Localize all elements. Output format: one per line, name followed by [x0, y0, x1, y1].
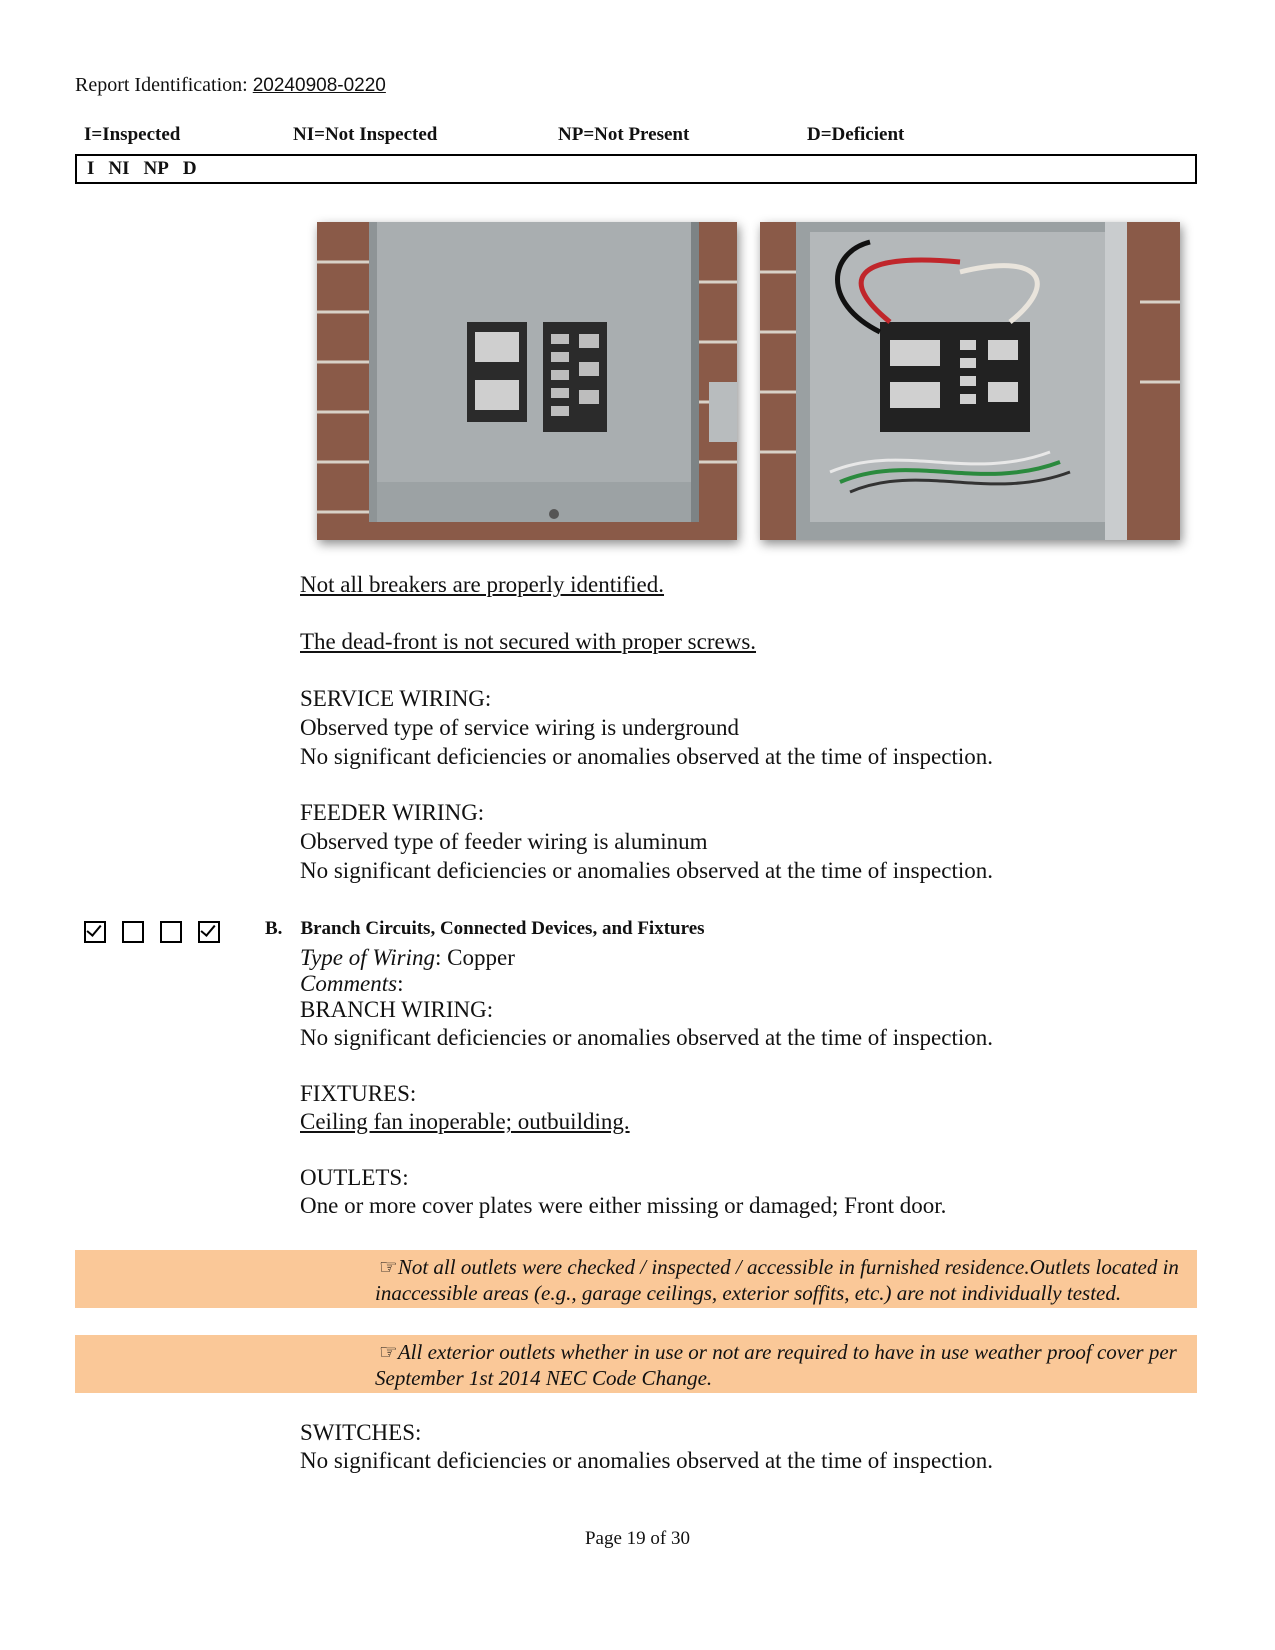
legend-not-present: NP=Not Present [558, 124, 690, 145]
report-identification: Report Identification: 20240908-0220 [75, 74, 386, 96]
feeder-wiring-status: No significant deficiencies or anomalies observed at the time of inspection. [300, 858, 993, 883]
code-ni: NI [108, 158, 130, 179]
section-b-title: B. Branch Circuits, Connected Devices, and Fixtures [265, 918, 705, 939]
checkbox-deficient[interactable] [198, 921, 220, 943]
comments-line: Comments: [300, 971, 404, 996]
legend-deficient: D=Deficient [807, 124, 905, 145]
outlets-issue: One or more cover plates were either missing or damaged; Front door. [300, 1193, 947, 1218]
section-b-checkboxes [84, 918, 236, 945]
code-np: NP [143, 158, 169, 179]
fixtures-issue: Ceiling fan inoperable; outbuilding. [300, 1109, 630, 1134]
electrical-panel-open-photo [760, 222, 1180, 540]
service-wiring-status: No significant deficiencies or anomalies observed at the time of inspection. [300, 744, 993, 769]
note-weatherproof-covers: ☞All exterior outlets whether in use or not are required to have in use weather proof cover per September 1st 2014 NEC Code Change. [75, 1335, 1197, 1393]
service-wiring-type: Observed type of service wiring is underground [300, 715, 740, 740]
switches-heading: SWITCHES: [300, 1420, 422, 1445]
legend-code-bar [75, 154, 1197, 184]
checkbox-not-inspected[interactable] [122, 921, 144, 943]
fixtures-heading: FIXTURES: [300, 1081, 417, 1106]
code-d: D [182, 158, 197, 179]
feeder-wiring-type: Observed type of feeder wiring is aluminum [300, 829, 708, 854]
pointing-hand-icon: ☞ [379, 1340, 398, 1364]
code-i: I [87, 158, 95, 179]
report-id-number: 20240908-0220 [252, 75, 386, 96]
legend-not-inspected: NI=Not Inspected [293, 124, 438, 145]
service-wiring-heading: SERVICE WIRING: [300, 686, 492, 711]
legend-inspected: I=Inspected [84, 124, 181, 145]
finding-dead-front: The dead-front is not secured with proper screws. [300, 629, 757, 654]
wiring-type-line: Type of Wiring: Copper [300, 945, 515, 970]
page-number: Page 19 of 30 [584, 1528, 690, 1549]
outlets-heading: OUTLETS: [300, 1165, 409, 1190]
feeder-wiring-heading: FEEDER WIRING: [300, 800, 485, 825]
switches-status: No significant deficiencies or anomalies observed at the time of inspection. [300, 1448, 993, 1473]
pointing-hand-icon: ☞ [379, 1255, 398, 1279]
note-outlets-accessibility: ☞Not all outlets were checked / inspected / accessible in furnished residence.Outlets located in inaccessible areas (e.g., garage ceilings, exterior soffits, etc.) are not individually tested. [75, 1250, 1197, 1308]
finding-breakers: Not all breakers are properly identified. [300, 572, 665, 597]
branch-wiring-heading: BRANCH WIRING: [300, 997, 494, 1022]
branch-wiring-status: No significant deficiencies or anomalies observed at the time of inspection. [300, 1025, 993, 1050]
checkbox-inspected[interactable] [84, 921, 106, 943]
electrical-panel-closed-photo [317, 222, 737, 540]
checkbox-not-present[interactable] [160, 921, 182, 943]
